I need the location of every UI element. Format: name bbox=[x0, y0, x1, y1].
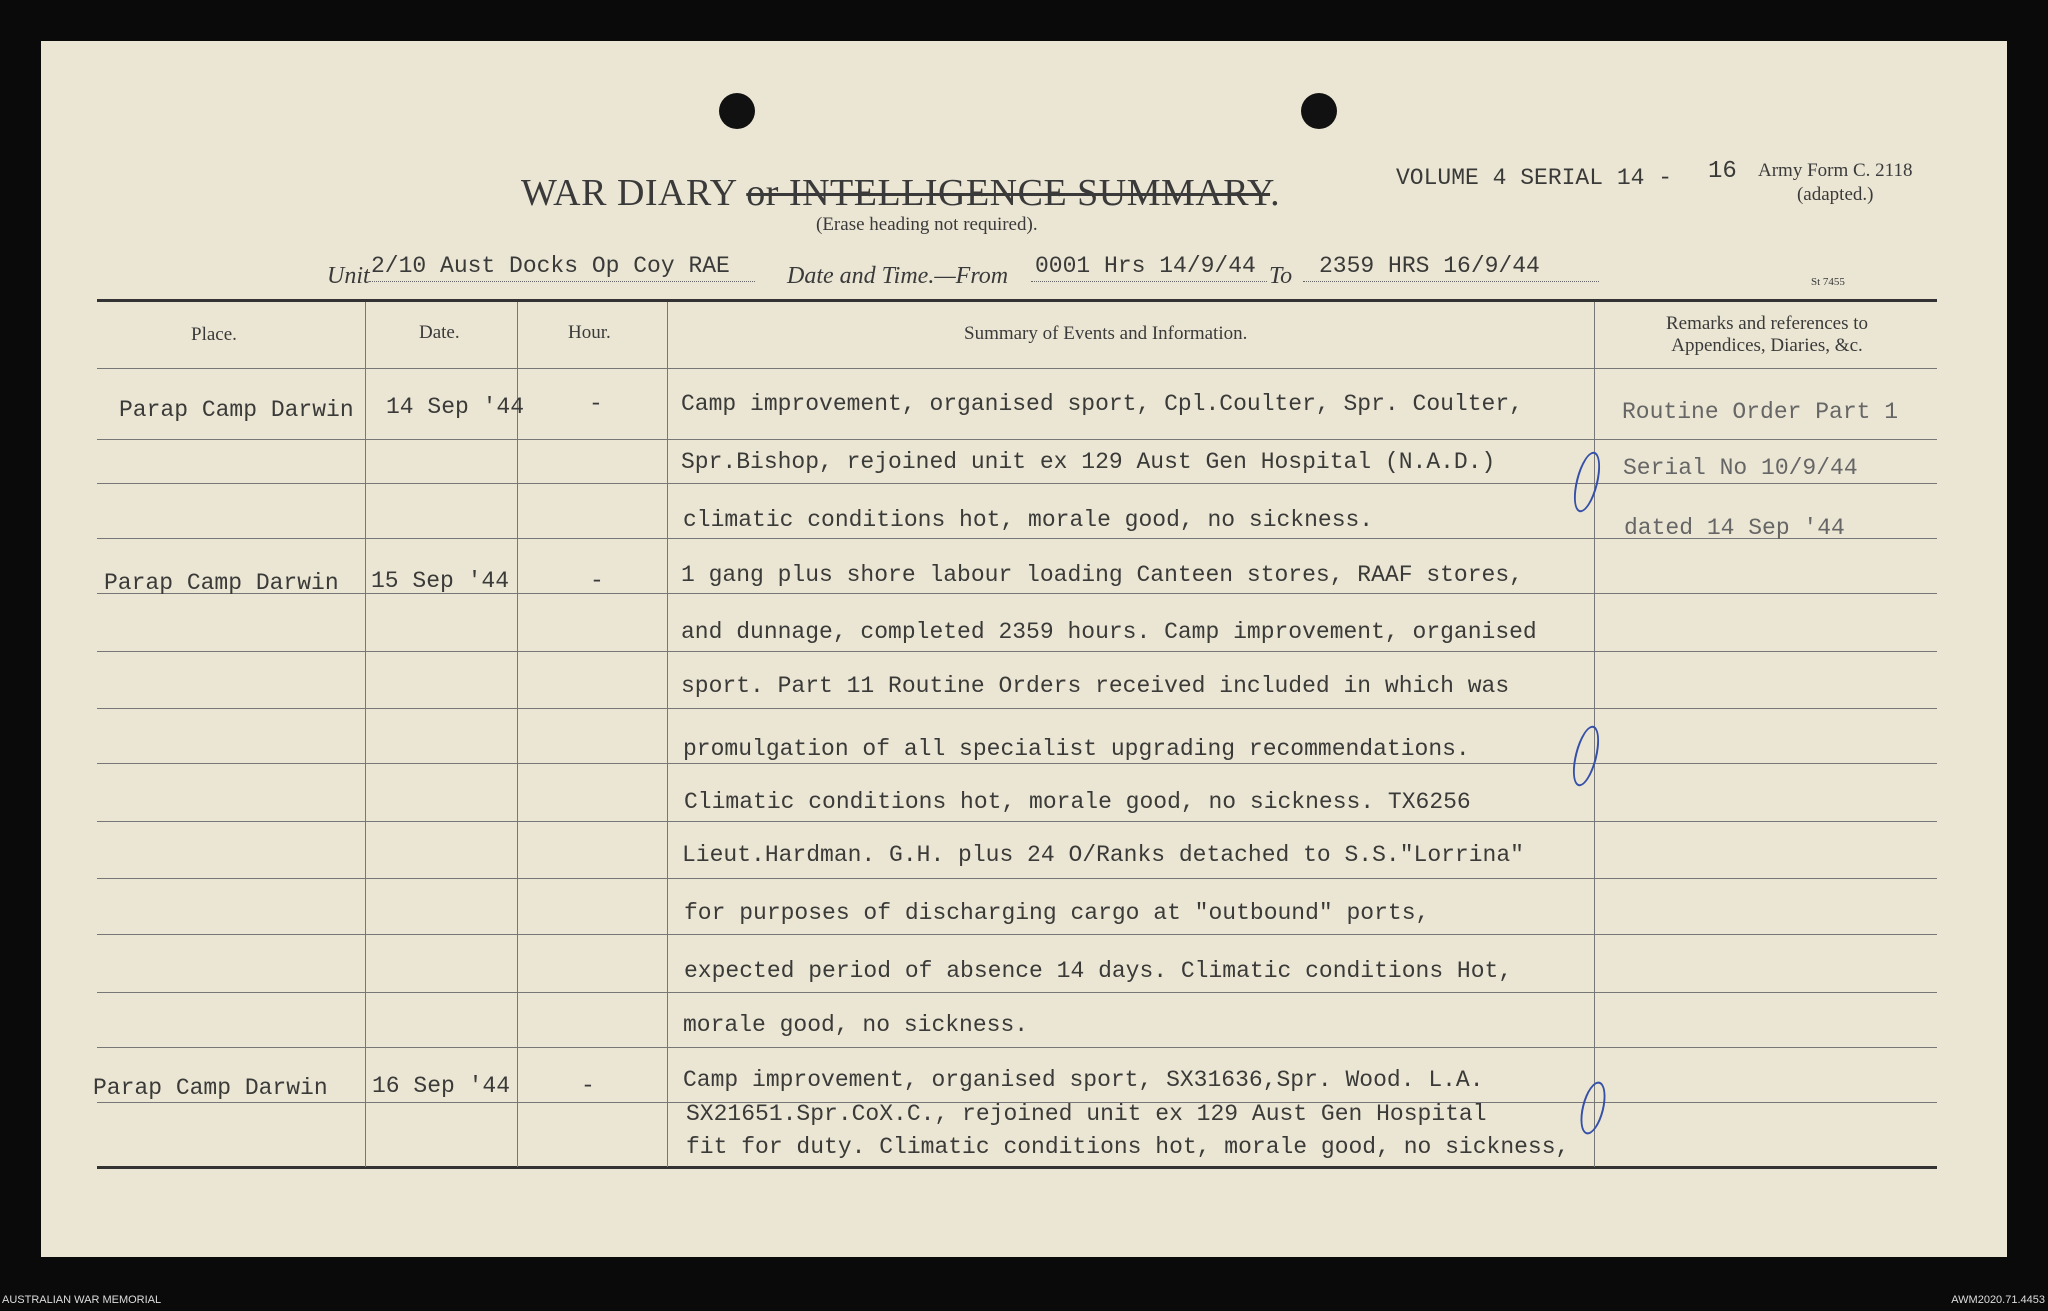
army-form bbox=[1758, 159, 1912, 207]
to-underline bbox=[1303, 281, 1599, 282]
footer-accession-number: AWM2020.71.4453 bbox=[1951, 1294, 2045, 1306]
row-line bbox=[97, 763, 1937, 764]
entry-hour: - bbox=[581, 1073, 595, 1099]
summary-line: sport. Part 11 Routine Orders received included in which was bbox=[681, 673, 1510, 699]
volume-serial-extra: 16 bbox=[1708, 158, 1737, 185]
summary-line: Climatic conditions hot, morale good, no sickness. TX6256 bbox=[684, 789, 1471, 815]
row-line bbox=[97, 1047, 1937, 1048]
summary-line: Camp improvement, organised sport, Cpl.Coulter, Spr. Coulter, bbox=[681, 391, 1523, 417]
entry-hour: - bbox=[589, 391, 603, 417]
entry-date: 15 Sep '44 bbox=[371, 568, 510, 594]
subtitle: (Erase heading not required). bbox=[816, 214, 1038, 235]
from-underline bbox=[1031, 281, 1267, 282]
punch-hole bbox=[1301, 93, 1337, 129]
entry-hour: - bbox=[590, 568, 604, 594]
column-header-hour: Hour. bbox=[568, 322, 611, 343]
summary-line: Lieut.Hardman. G.H. plus 24 O/Ranks detached to S.S."Lorrina" bbox=[682, 842, 1524, 868]
header-rule bbox=[97, 368, 1937, 369]
handwritten-initial-mark bbox=[1568, 723, 1604, 788]
entry-place: Parap Camp Darwin bbox=[119, 397, 354, 423]
handwritten-initial-mark bbox=[1576, 1079, 1610, 1137]
entry-date: 14 Sep '44 bbox=[386, 394, 525, 420]
row-line bbox=[97, 708, 1937, 709]
punch-hole bbox=[719, 93, 755, 129]
unit-label: Unit bbox=[327, 263, 370, 289]
summary-line: and dunnage, completed 2359 hours. Camp improvement, organised bbox=[681, 619, 1537, 645]
column-divider bbox=[517, 302, 518, 1167]
entry-place: Parap Camp Darwin bbox=[104, 570, 339, 596]
summary-line: climatic conditions hot, morale good, no sickness. bbox=[683, 507, 1374, 533]
footer-institution: AUSTRALIAN WAR MEMORIAL bbox=[2, 1294, 162, 1306]
row-line bbox=[97, 934, 1937, 935]
column-header-remarks bbox=[1617, 313, 1917, 357]
stock-number: St 7455 bbox=[1811, 276, 1845, 288]
army-form-adapted: (adapted.) bbox=[1796, 184, 1874, 205]
row-line bbox=[97, 992, 1937, 993]
summary-line: SX21651.Spr.CoX.C., rejoined unit ex 129 Aust Gen Hospital bbox=[686, 1101, 1487, 1127]
remarks-line: dated 14 Sep '44 bbox=[1624, 515, 1845, 541]
diary-page bbox=[41, 41, 2007, 1257]
title-struck: or INTELLIGENCE SUMMARY bbox=[746, 172, 1271, 214]
handwritten-initial-mark bbox=[1569, 449, 1605, 514]
remarks-header-line: Remarks and references to bbox=[1665, 313, 1869, 334]
title-main: WAR DIARY bbox=[521, 172, 737, 214]
column-header-date: Date. bbox=[419, 322, 460, 343]
column-header-place: Place. bbox=[191, 324, 237, 345]
title-period: . bbox=[1270, 172, 1281, 214]
from-value: 0001 Hrs 14/9/44 bbox=[1035, 253, 1256, 279]
row-line bbox=[97, 821, 1937, 822]
table-bottom-rule bbox=[97, 1166, 1937, 1169]
summary-line: morale good, no sickness. bbox=[683, 1012, 1029, 1038]
column-divider bbox=[365, 302, 366, 1167]
summary-line: fit for duty. Climatic conditions hot, morale good, no sickness, bbox=[686, 1134, 1570, 1160]
summary-line: 1 gang plus shore labour loading Canteen stores, RAAF stores, bbox=[681, 562, 1523, 588]
unit-value: 2/10 Aust Docks Op Coy RAE bbox=[371, 253, 730, 279]
row-line bbox=[97, 483, 1937, 484]
remarks-line: Serial No 10/9/44 bbox=[1623, 455, 1858, 481]
page-title bbox=[521, 171, 1280, 215]
row-line bbox=[97, 878, 1937, 879]
unit-underline bbox=[369, 281, 755, 282]
column-header-summary: Summary of Events and Information. bbox=[964, 323, 1248, 344]
entry-place: Parap Camp Darwin bbox=[93, 1075, 328, 1101]
summary-line: promulgation of all specialist upgrading recommendations. bbox=[683, 736, 1470, 762]
summary-line: Spr.Bishop, rejoined unit ex 129 Aust Gen Hospital (N.A.D.) bbox=[681, 449, 1496, 475]
remarks-header-line: Appendices, Diaries, &c. bbox=[1671, 335, 1863, 356]
row-line bbox=[97, 439, 1937, 440]
summary-line: for purposes of discharging cargo at "outbound" ports, bbox=[684, 900, 1430, 926]
entry-date: 16 Sep '44 bbox=[372, 1073, 511, 1099]
summary-line: Camp improvement, organised sport, SX31636,Spr. Wood. L.A. bbox=[683, 1067, 1484, 1093]
datetime-label: Date and Time.—From bbox=[787, 263, 1009, 289]
army-form-number: Army Form C. 2118 bbox=[1758, 160, 1913, 181]
column-divider bbox=[667, 302, 668, 1167]
row-line bbox=[97, 651, 1937, 652]
table-top-rule bbox=[97, 299, 1937, 302]
to-label: To bbox=[1269, 263, 1293, 289]
volume-serial: VOLUME 4 SERIAL 14 - bbox=[1396, 165, 1673, 191]
remarks-line: Routine Order Part 1 bbox=[1622, 399, 1899, 425]
to-value: 2359 HRS 16/9/44 bbox=[1319, 253, 1540, 279]
summary-line: expected period of absence 14 days. Climatic conditions Hot, bbox=[684, 958, 1513, 984]
